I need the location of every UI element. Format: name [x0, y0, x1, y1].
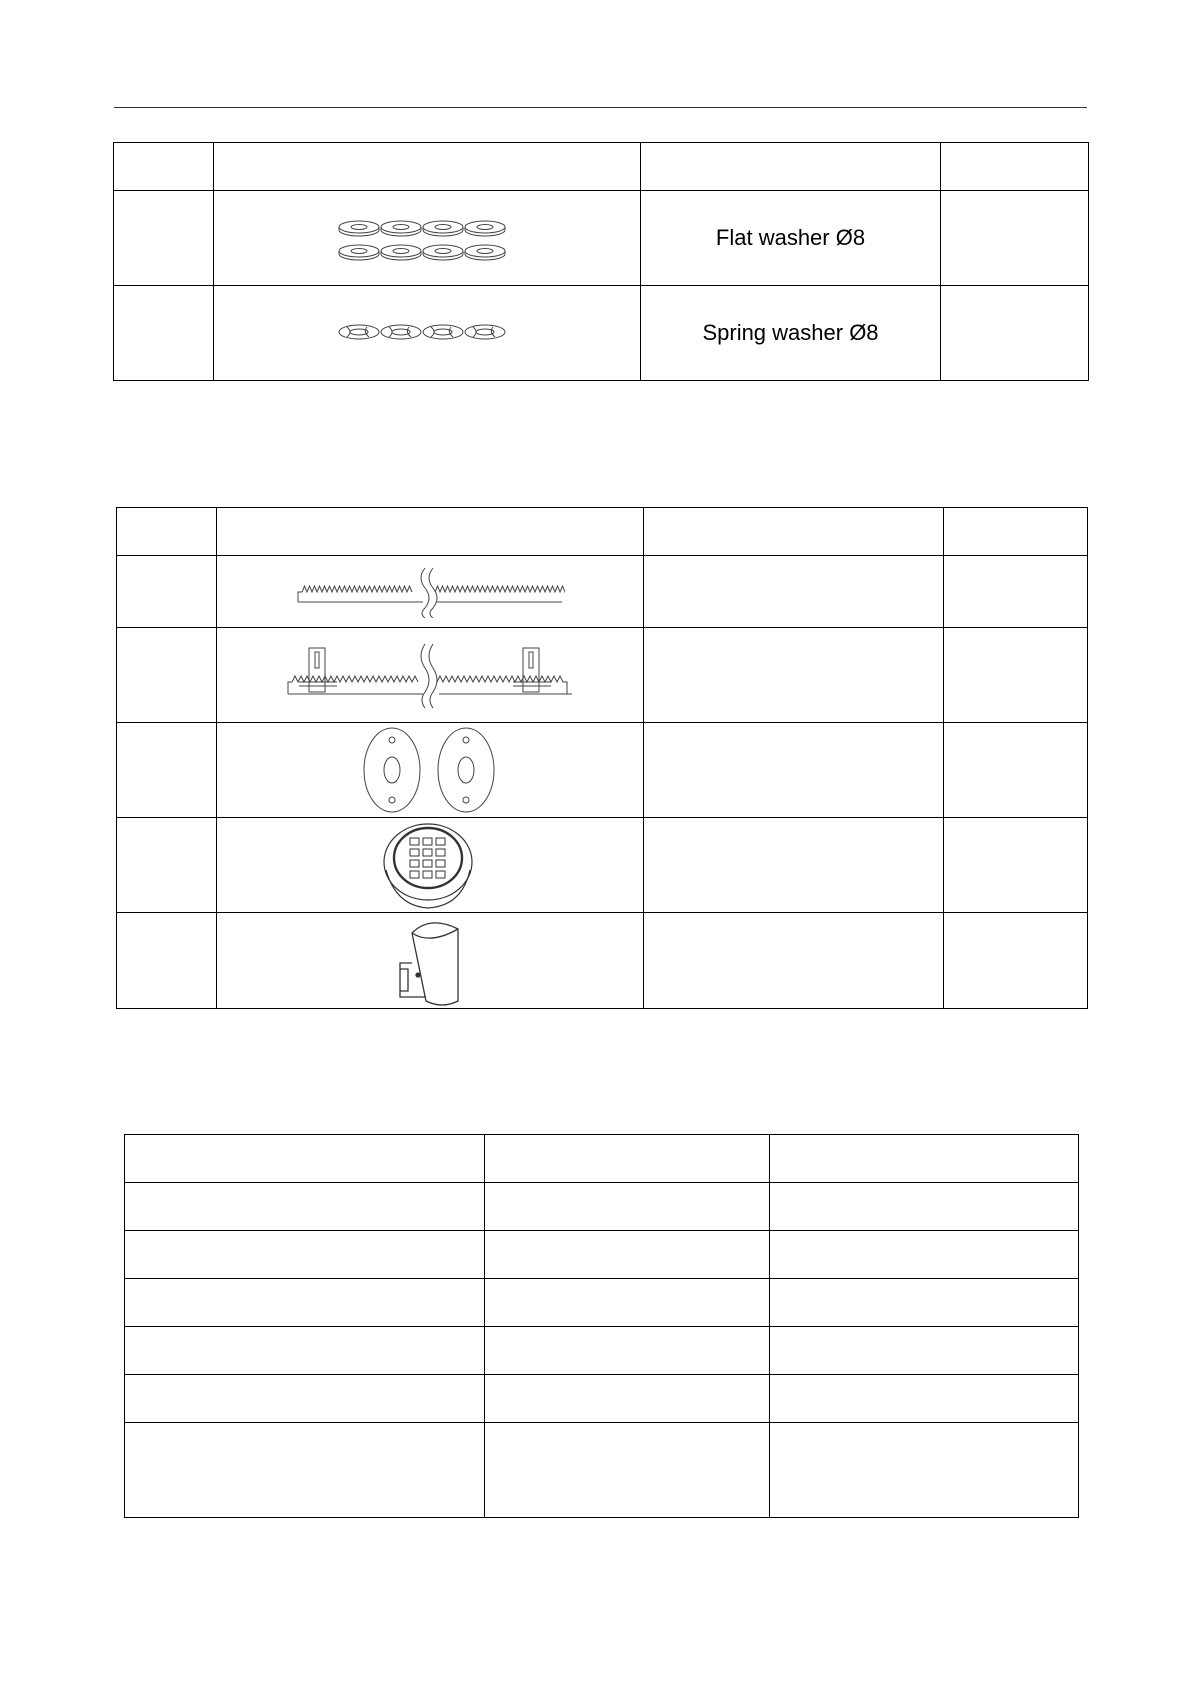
specifications-table: [124, 1134, 1079, 1518]
item-number-cell: [117, 628, 217, 723]
spec-cell: [125, 1375, 485, 1423]
quantity-cell: [944, 818, 1088, 913]
spec-cell: [125, 1327, 485, 1375]
spec-cell: [485, 1231, 770, 1279]
header-cell: [217, 508, 644, 556]
part-image-cell: [217, 913, 644, 1009]
description-cell: [644, 556, 944, 628]
table-row: [117, 913, 1088, 1009]
item-number-cell: [117, 913, 217, 1009]
spec-cell: [770, 1375, 1079, 1423]
spec-cell: [125, 1183, 485, 1231]
item-number-cell: [114, 286, 214, 381]
spec-cell: [770, 1231, 1079, 1279]
table-row: [117, 818, 1088, 913]
spring-washer-icon: [337, 320, 517, 346]
spec-cell: [770, 1135, 1079, 1183]
table-row: [114, 191, 1089, 286]
gear-rack-icon: [295, 566, 565, 618]
spec-cell: [485, 1135, 770, 1183]
quantity-cell: [944, 556, 1088, 628]
spec-cell: [125, 1231, 485, 1279]
warning-lamp-icon: [390, 913, 470, 1008]
description-cell: [644, 723, 944, 818]
table-row: [125, 1423, 1079, 1518]
gear-rack-with-brackets-icon: [285, 638, 575, 712]
quantity-cell: [944, 723, 1088, 818]
spec-cell: [485, 1327, 770, 1375]
table-row: [114, 286, 1089, 381]
wall-keypad-icon: [380, 820, 480, 910]
header-cell: [644, 508, 944, 556]
table-header-row: [117, 508, 1088, 556]
part-image-cell: [217, 556, 644, 628]
part-image-cell: [214, 191, 641, 286]
table-row: [117, 556, 1088, 628]
description-cell: Spring washer Ø8: [641, 286, 941, 381]
spec-cell: [485, 1279, 770, 1327]
part-image-cell: [217, 818, 644, 913]
table-row: [125, 1279, 1079, 1327]
table-header-row: [114, 143, 1089, 191]
item-number-cell: [117, 556, 217, 628]
header-cell: [941, 143, 1089, 191]
description-cell: Flat washer Ø8: [641, 191, 941, 286]
table-row: [125, 1327, 1079, 1375]
spec-cell: [485, 1183, 770, 1231]
item-number-cell: [117, 723, 217, 818]
spec-cell: [770, 1279, 1079, 1327]
part-image-cell: [214, 286, 641, 381]
flat-washer-icon: [337, 213, 517, 263]
description-cell: [644, 628, 944, 723]
header-rule: [114, 107, 1087, 108]
description-cell: [644, 913, 944, 1009]
part-image-cell: [217, 723, 644, 818]
header-cell: [944, 508, 1088, 556]
spec-cell: [485, 1375, 770, 1423]
header-cell: [641, 143, 941, 191]
part-image-cell: [217, 628, 644, 723]
table-row: [125, 1231, 1079, 1279]
spec-cell: [125, 1135, 485, 1183]
header-cell: [114, 143, 214, 191]
quantity-cell: [944, 913, 1088, 1009]
table-row: [125, 1375, 1079, 1423]
table-row: [117, 723, 1088, 818]
quantity-cell: [941, 191, 1089, 286]
spec-cell: [770, 1183, 1079, 1231]
spec-cell: [485, 1423, 770, 1518]
item-number-cell: [117, 818, 217, 913]
header-cell: [214, 143, 641, 191]
parts-table-accessories: [116, 507, 1088, 1009]
table-row: [125, 1183, 1079, 1231]
spec-cell: [125, 1423, 485, 1518]
mounting-plate-icon: [360, 725, 500, 815]
quantity-cell: [944, 628, 1088, 723]
spec-cell: [770, 1423, 1079, 1518]
spec-cell: [770, 1327, 1079, 1375]
spec-cell: [125, 1279, 485, 1327]
item-number-cell: [114, 191, 214, 286]
header-cell: [117, 508, 217, 556]
quantity-cell: [941, 286, 1089, 381]
table-row: [125, 1135, 1079, 1183]
description-cell: [644, 818, 944, 913]
parts-table-washers: [113, 142, 1089, 381]
table-row: [117, 628, 1088, 723]
